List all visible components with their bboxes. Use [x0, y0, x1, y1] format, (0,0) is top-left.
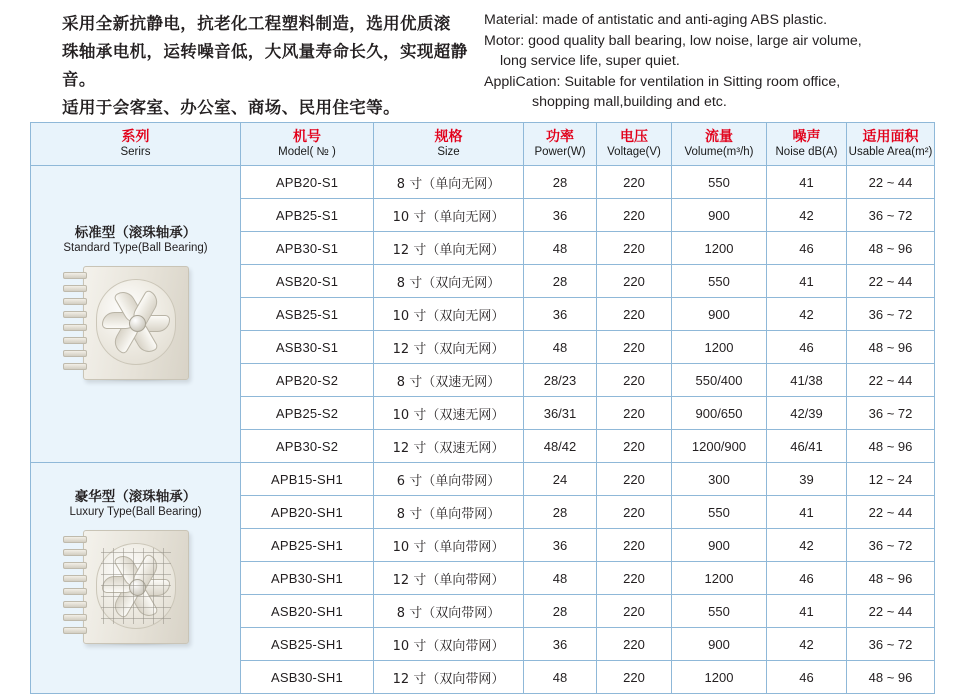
usable-area-cell: 12 ~ 24 — [847, 463, 935, 496]
header-power-cn: 功率 — [546, 128, 574, 145]
fan-housing — [83, 530, 189, 644]
power-cell: 24 — [524, 463, 597, 496]
fan-grill-line — [101, 563, 171, 564]
louver-slat — [63, 350, 87, 357]
fan-grill-line — [101, 596, 171, 597]
power-cell: 36/31 — [524, 397, 597, 430]
voltage-cell: 220 — [597, 298, 672, 331]
description-en-line-4: AppliCation: Suitable for ventilation in Sitting room office, — [484, 73, 841, 90]
model-cell: APB30-S2 — [241, 430, 374, 463]
model-cell: ASB20-S1 — [241, 265, 374, 298]
noise-cell: 42 — [767, 628, 847, 661]
size-cell: 10 寸（单向无网） — [374, 199, 524, 232]
usable-area-cell: 22 ~ 44 — [847, 364, 935, 397]
description-en-line-5: shopping mall,building and etc. — [532, 94, 727, 110]
noise-cell: 46/41 — [767, 430, 847, 463]
product-image-standard — [61, 258, 211, 408]
louver-slat — [63, 536, 87, 543]
usable-area-cell: 22 ~ 44 — [847, 595, 935, 628]
specification-table — [30, 122, 935, 694]
size-cell: 10 寸（双速无网） — [374, 397, 524, 430]
fan-grill-line — [101, 552, 171, 553]
series-category-cell — [31, 166, 241, 463]
volume-cell: 1200 — [672, 232, 767, 265]
fan-opening — [96, 543, 176, 629]
voltage-cell: 220 — [597, 331, 672, 364]
model-cell: APB25-SH1 — [241, 529, 374, 562]
louver-slat — [63, 588, 87, 595]
voltage-cell: 220 — [597, 166, 672, 199]
model-cell: APB30-S1 — [241, 232, 374, 265]
usable-area-cell: 22 ~ 44 — [847, 166, 935, 199]
description-en-line-2: Motor: good quality ball bearing, low noise, large air volume, — [484, 32, 862, 49]
louver-slat — [63, 285, 87, 292]
series-category-cn: 豪华型（滚珠轴承） — [74, 488, 197, 505]
model-cell: APB25-S2 — [241, 397, 374, 430]
header-voltage — [597, 123, 672, 166]
size-cell: 12 寸（单向无网） — [374, 232, 524, 265]
usable-area-cell: 36 ~ 72 — [847, 298, 935, 331]
model-cell: ASB30-SH1 — [241, 661, 374, 694]
header-model — [241, 123, 374, 166]
volume-cell: 550 — [672, 265, 767, 298]
usable-area-cell: 48 ~ 96 — [847, 661, 935, 694]
fan-grill-line — [123, 548, 124, 624]
noise-cell: 41 — [767, 265, 847, 298]
size-cell: 12 寸（双向无网） — [374, 331, 524, 364]
voltage-cell: 220 — [597, 496, 672, 529]
power-cell: 28/23 — [524, 364, 597, 397]
size-cell: 10 寸（双向带网） — [374, 628, 524, 661]
fan-hub — [129, 315, 146, 332]
voltage-cell: 220 — [597, 463, 672, 496]
usable-area-cell: 36 ~ 72 — [847, 397, 935, 430]
noise-cell: 42 — [767, 298, 847, 331]
size-cell: 10 寸（单向带网） — [374, 529, 524, 562]
louver-slat — [63, 549, 87, 556]
volume-cell: 550/400 — [672, 364, 767, 397]
voltage-cell: 220 — [597, 628, 672, 661]
fan-grill-line — [101, 607, 171, 608]
size-cell: 12 寸（双向带网） — [374, 661, 524, 694]
model-cell: APB20-SH1 — [241, 496, 374, 529]
model-cell: ASB20-SH1 — [241, 595, 374, 628]
louver-slat — [63, 311, 87, 318]
louver-slat — [63, 614, 87, 621]
volume-cell: 1200 — [672, 661, 767, 694]
noise-cell: 46 — [767, 331, 847, 364]
voltage-cell: 220 — [597, 562, 672, 595]
size-cell: 6 寸（单向带网） — [374, 463, 524, 496]
voltage-cell: 220 — [597, 529, 672, 562]
volume-cell: 550 — [672, 496, 767, 529]
volume-cell: 550 — [672, 595, 767, 628]
header-area — [847, 123, 935, 166]
fan-grill-line — [163, 548, 164, 624]
description-block — [0, 0, 964, 126]
model-cell: APB30-SH1 — [241, 562, 374, 595]
louver-slat — [63, 337, 87, 344]
power-cell: 36 — [524, 529, 597, 562]
size-cell: 8 寸（双向带网） — [374, 595, 524, 628]
table-body — [31, 166, 935, 694]
size-cell: 8 寸（双向无网） — [374, 265, 524, 298]
model-cell: APB20-S2 — [241, 364, 374, 397]
model-cell: ASB25-SH1 — [241, 628, 374, 661]
power-cell: 48 — [524, 562, 597, 595]
louver-slat — [63, 298, 87, 305]
noise-cell: 46 — [767, 232, 847, 265]
header-area-en: Usable Area(m²) — [848, 145, 933, 158]
table-row — [31, 166, 935, 199]
voltage-cell: 220 — [597, 595, 672, 628]
header-volume-en: Volume(m³/h) — [684, 145, 754, 158]
noise-cell: 42 — [767, 199, 847, 232]
power-cell: 48/42 — [524, 430, 597, 463]
description-chinese — [16, 10, 476, 122]
power-cell: 48 — [524, 331, 597, 364]
series-category-en: Luxury Type(Ball Bearing) — [69, 505, 202, 518]
description-en-line-1: Material: made of antistatic and anti-aging ABS plastic. — [484, 12, 828, 28]
header-series-en: Serirs — [120, 145, 151, 158]
noise-cell: 41 — [767, 595, 847, 628]
power-cell: 28 — [524, 166, 597, 199]
noise-cell: 41 — [767, 166, 847, 199]
volume-cell: 1200 — [672, 331, 767, 364]
usable-area-cell: 48 ~ 96 — [847, 331, 935, 364]
description-english — [476, 10, 948, 122]
volume-cell: 900 — [672, 199, 767, 232]
power-cell: 48 — [524, 232, 597, 265]
volume-cell: 1200 — [672, 562, 767, 595]
voltage-cell: 220 — [597, 364, 672, 397]
model-cell: APB15-SH1 — [241, 463, 374, 496]
fan-housing — [83, 266, 189, 380]
volume-cell: 900 — [672, 628, 767, 661]
header-power — [524, 123, 597, 166]
header-noise — [767, 123, 847, 166]
usable-area-cell: 22 ~ 44 — [847, 496, 935, 529]
louver-slat — [63, 363, 87, 370]
model-cell: ASB30-S1 — [241, 331, 374, 364]
volume-cell: 900 — [672, 529, 767, 562]
fan-grill-line — [153, 548, 154, 624]
power-cell: 28 — [524, 265, 597, 298]
series-category-cn: 标准型（滚珠轴承） — [74, 224, 197, 241]
usable-area-cell: 36 ~ 72 — [847, 628, 935, 661]
size-cell: 12 寸（双速无网） — [374, 430, 524, 463]
noise-cell: 41 — [767, 496, 847, 529]
header-size-en: Size — [437, 145, 460, 158]
table-header-row — [31, 123, 935, 166]
volume-cell: 1200/900 — [672, 430, 767, 463]
header-area-cn: 适用面积 — [862, 128, 919, 145]
power-cell: 36 — [524, 628, 597, 661]
header-volume — [672, 123, 767, 166]
table-row — [31, 463, 935, 496]
louver-slat — [63, 575, 87, 582]
fan-opening — [96, 279, 176, 365]
noise-cell: 41/38 — [767, 364, 847, 397]
noise-cell: 46 — [767, 661, 847, 694]
volume-cell: 900 — [672, 298, 767, 331]
description-en-line-3: long service life, super quiet. — [500, 53, 680, 69]
header-voltage-cn: 电压 — [620, 128, 648, 145]
product-image-luxury — [61, 522, 211, 672]
size-cell: 8 寸（单向无网） — [374, 166, 524, 199]
header-size — [374, 123, 524, 166]
model-cell: APB25-S1 — [241, 199, 374, 232]
power-cell: 36 — [524, 199, 597, 232]
size-cell: 10 寸（双向无网） — [374, 298, 524, 331]
volume-cell: 900/650 — [672, 397, 767, 430]
usable-area-cell: 36 ~ 72 — [847, 199, 935, 232]
fan-grill-line — [113, 548, 114, 624]
louver-slat — [63, 562, 87, 569]
noise-cell: 39 — [767, 463, 847, 496]
noise-cell: 46 — [767, 562, 847, 595]
fan-grill-line — [101, 585, 171, 586]
header-model-en: Model( № ) — [278, 145, 336, 158]
volume-cell: 300 — [672, 463, 767, 496]
header-noise-en: Noise dB(A) — [775, 145, 838, 158]
model-cell: ASB25-S1 — [241, 298, 374, 331]
header-power-en: Power(W) — [534, 145, 586, 158]
fan-grill-line — [133, 548, 134, 624]
specification-table-area — [30, 122, 934, 694]
header-series-cn: 系列 — [121, 128, 150, 145]
power-cell: 28 — [524, 496, 597, 529]
model-cell: APB20-S1 — [241, 166, 374, 199]
power-cell: 28 — [524, 595, 597, 628]
fan-grill-line — [101, 574, 171, 575]
description-cn-line-2: 珠轴承电机，运转噪音低，大风量寿命长久，实现超静音。 — [62, 42, 468, 89]
louver-slat — [63, 601, 87, 608]
header-series — [31, 123, 241, 166]
header-noise-cn: 噪声 — [792, 128, 821, 145]
header-voltage-en: Voltage(V) — [607, 145, 661, 158]
fan-grill-line — [101, 618, 171, 619]
usable-area-cell: 48 ~ 96 — [847, 430, 935, 463]
fan-grill-line — [143, 548, 144, 624]
size-cell: 12 寸（单向带网） — [374, 562, 524, 595]
voltage-cell: 220 — [597, 232, 672, 265]
series-category-en: Standard Type(Ball Bearing) — [63, 241, 208, 254]
voltage-cell: 220 — [597, 199, 672, 232]
usable-area-cell: 36 ~ 72 — [847, 529, 935, 562]
noise-cell: 42 — [767, 529, 847, 562]
power-cell: 48 — [524, 661, 597, 694]
size-cell: 8 寸（双速无网） — [374, 364, 524, 397]
louver-slat — [63, 272, 87, 279]
series-category-cell — [31, 463, 241, 694]
volume-cell: 550 — [672, 166, 767, 199]
usable-area-cell: 22 ~ 44 — [847, 265, 935, 298]
noise-cell: 42/39 — [767, 397, 847, 430]
louver-slat — [63, 324, 87, 331]
louver-slat — [63, 627, 87, 634]
voltage-cell: 220 — [597, 430, 672, 463]
header-size-cn: 规格 — [434, 128, 463, 145]
voltage-cell: 220 — [597, 265, 672, 298]
usable-area-cell: 48 ~ 96 — [847, 232, 935, 265]
power-cell: 36 — [524, 298, 597, 331]
description-cn-line-3: 适用于会客室、办公室、商场、民用住宅等。 — [62, 98, 400, 117]
usable-area-cell: 48 ~ 96 — [847, 562, 935, 595]
size-cell: 8 寸（单向带网） — [374, 496, 524, 529]
voltage-cell: 220 — [597, 661, 672, 694]
header-volume-cn: 流量 — [705, 128, 733, 145]
fan-grill-line — [103, 548, 104, 624]
header-model-cn: 机号 — [293, 128, 321, 145]
description-cn-line-1: 采用全新抗静电，抗老化工程塑料制造，选用优质滚 — [62, 14, 451, 33]
voltage-cell: 220 — [597, 397, 672, 430]
